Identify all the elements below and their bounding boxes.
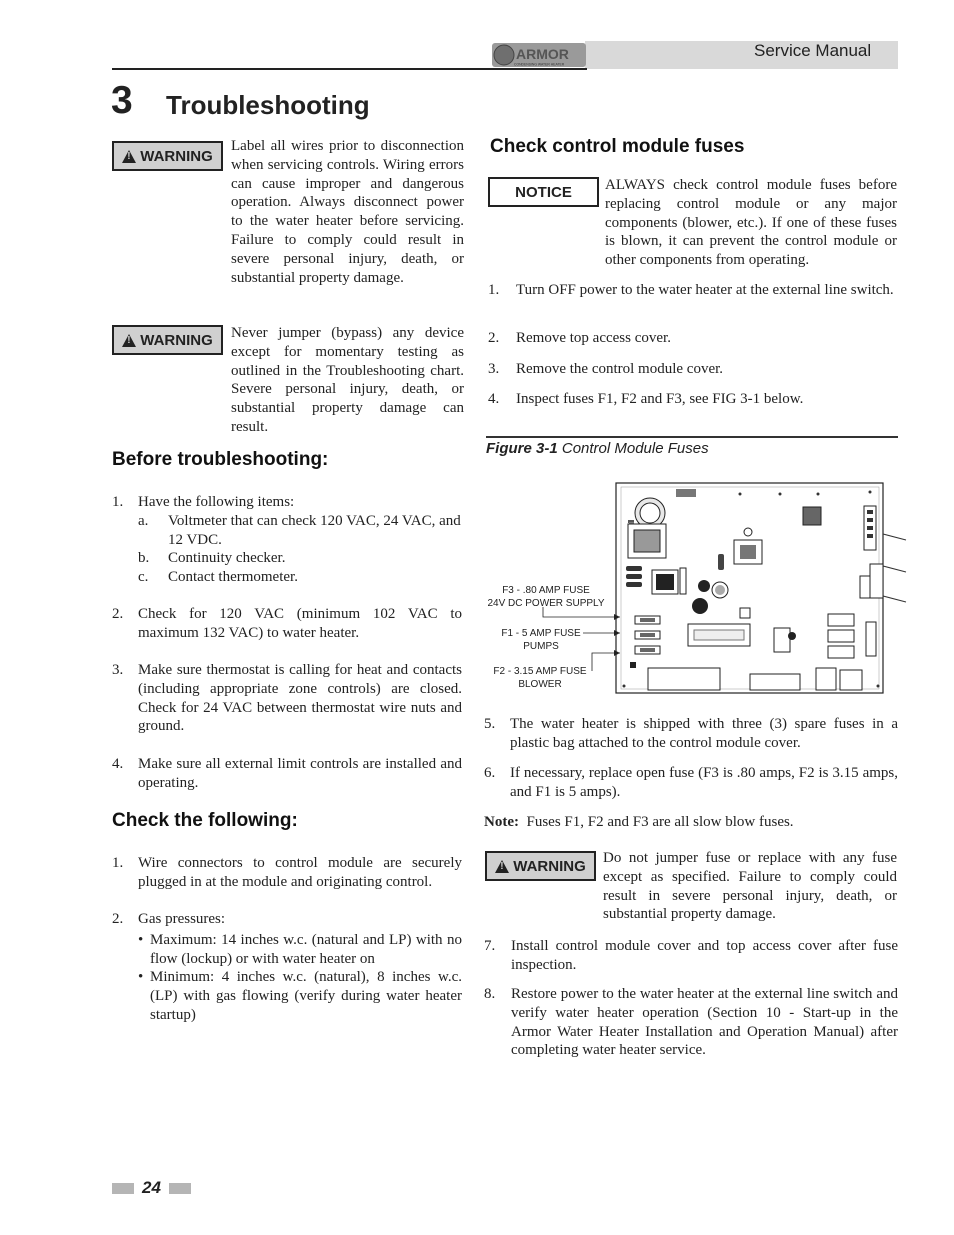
list-item: 8. Restore power to the water heater at the external line switch and verify water heater operation (Section 10 - Start-up in the Armor Water Heater Installation and Operation Manual) after completing water heater service. bbox=[484, 986, 898, 1059]
list-item: 2. Check for 120 VAC (minimum 102 VAC to maximum 132 VAC) to water heater. bbox=[112, 606, 462, 641]
warning-badge-1 bbox=[112, 141, 223, 171]
section-heading-check: Check the following: bbox=[112, 810, 298, 831]
list-item: 1. Have the following items: bbox=[112, 494, 295, 510]
figure-caption bbox=[486, 440, 709, 457]
bullet-item: • Maximum: 14 inches w.c. (natural and LP) with no flow (lockup) or with water heater on bbox=[138, 932, 462, 967]
doc-title: Service Manual bbox=[754, 41, 872, 60]
list-item: 7. Install control module cover and top access cover after fuse inspection. bbox=[484, 938, 898, 973]
list-item: 2. Remove top access cover. bbox=[488, 330, 671, 346]
note-label: Note: bbox=[484, 814, 519, 830]
list-item: 6. If necessary, replace open fuse (F3 is .80 amps, F2 is 3.15 amps, and F1 is 5 amps). bbox=[484, 765, 898, 800]
logo-sub: CONDENSING WATER HEATER bbox=[514, 62, 565, 67]
page-number: 24 bbox=[142, 1178, 161, 1197]
notice-text: ALWAYS check control module fuses before replacing control module or any major components (blower, etc.). If one of these fuses is blown, it can prevent the control module or other components from operating. bbox=[605, 177, 897, 269]
sub-list-item: c. Contact thermometer. bbox=[138, 569, 298, 585]
list-item: 1. Turn OFF power to the water heater at the external line switch. bbox=[488, 282, 894, 298]
list-item: 2. Gas pressures: bbox=[112, 911, 226, 927]
section-heading-before: Before troubleshooting: bbox=[112, 449, 329, 470]
list-item: 5. The water heater is shipped with three (3) spare fuses in a plastic bag attached to the control module cover. bbox=[484, 716, 898, 751]
section-heading-fuses: Check control module fuses bbox=[490, 136, 745, 157]
warning-icon bbox=[122, 150, 136, 163]
warning-text-2: Never jumper (bypass) any device except for momentary testing as outlined in the Troubleshooting chart. Severe personal injury, death, or substantial property damage can result. bbox=[231, 325, 464, 435]
label-f2: F2 - 3.15 AMP FUSE BLOWER bbox=[493, 666, 587, 690]
list-item: 4. Make sure all external limit controls are installed and operating. bbox=[112, 756, 462, 791]
bullet-item: • Minimum: 4 inches w.c. (natural), 8 inches w.c. (LP) with gas flowing (verify during water heater startup) bbox=[138, 969, 462, 1023]
notice-label: NOTICE bbox=[515, 183, 572, 201]
logo-brand: ARMOR bbox=[516, 46, 569, 62]
label-f1: F1 - 5 AMP FUSE PUMPS bbox=[501, 628, 581, 652]
warning-text-1: Label all wires prior to disconnection when servicing controls. Wiring errors can cause improper and dangerous operation. Always disconnect power to the water heater before servicing. Failure to comply could result in severe personal injury, death, or substantial property damage. bbox=[231, 138, 464, 286]
note-text: Fuses F1, F2 and F3 are all slow blow fuses. bbox=[526, 814, 794, 830]
chapter-title: Troubleshooting bbox=[166, 90, 370, 120]
page-footer bbox=[112, 1177, 191, 1199]
label-f3: F3 - .80 AMP FUSE 24V DC POWER SUPPLY bbox=[487, 585, 605, 609]
figure-number: Figure 3-1 bbox=[486, 440, 558, 457]
warning-badge-3 bbox=[485, 851, 596, 881]
warning-icon bbox=[495, 860, 509, 873]
note-line bbox=[484, 813, 898, 832]
list-item: 1. Wire connectors to control module are securely plugged in at the module and originating control. bbox=[112, 855, 462, 890]
armor-logo bbox=[492, 42, 588, 68]
figure-title: Control Module Fuses bbox=[561, 440, 709, 457]
warning-label: WARNING bbox=[140, 147, 213, 165]
footer-bar-left bbox=[112, 1183, 134, 1194]
warning-label: WARNING bbox=[513, 857, 586, 875]
sub-list-item: a. Voltmeter that can check 120 VAC, 24 VAC, and 12 VDC. bbox=[138, 513, 461, 548]
notice-badge bbox=[488, 177, 599, 207]
figure-rule bbox=[486, 436, 898, 438]
warning-icon bbox=[122, 334, 136, 347]
warning-badge-2 bbox=[112, 325, 223, 355]
warning-text-3: Do not jumper fuse or replace with any fuse except as specified. Failure to comply could result in severe personal injury, death, or substantial property damage. bbox=[603, 850, 897, 923]
chapter-number: 3 bbox=[111, 79, 133, 122]
warning-label: WARNING bbox=[140, 331, 213, 349]
list-item: 3. Make sure thermostat is calling for heat and contacts (including appropriate zone controls) are closed. Check for 24 VAC between thermostat wire nuts and ground. bbox=[112, 662, 462, 735]
list-item: 4. Inspect fuses F1, F2 and F3, see FIG 3-1 below. bbox=[488, 391, 804, 407]
sub-list-item: b. Continuity checker. bbox=[138, 550, 286, 566]
header-rule bbox=[112, 68, 587, 70]
footer-bar-right bbox=[169, 1183, 191, 1194]
list-item: 3. Remove the control module cover. bbox=[488, 361, 724, 377]
